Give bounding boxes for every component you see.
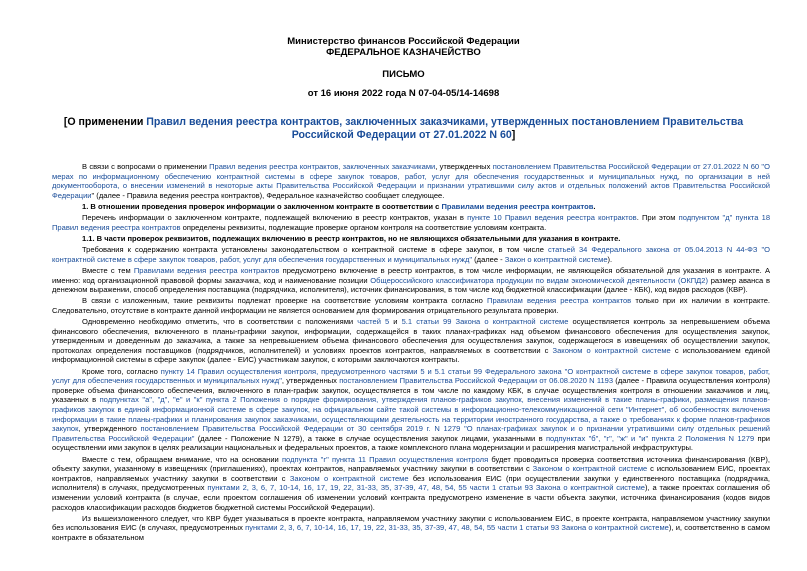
paragraph-text: Вместе с тем, обращаем внимание, что на основании [82,454,282,464]
document-link[interactable]: Законом о контрактной системе [552,345,671,355]
document-link[interactable]: подпунктах "а", "д", "е" и "к" пункта 2 Положения о порядке формирования, утверждения планов-графиков закупок, внесения изменений в такие планы-графики, размещения планов-графиков закупок в единой информационной системе в сфере закупок, на официальном сайте такой системы в информационно-телекоммуникационной сети "Интернет", об особенностях включения информации в такие планы-графики и планирования закупок заказчиками, осуществляющими деятельность на территории иностранного государства, а также о требованиях к форме планов-графиков закупок [52,395,770,434]
document-type: ПИСЬМО [382,69,425,80]
paragraph-text: 1.1. В части проверок реквизитов, подлежащих включению в реестр контрактов, но не являющихся обязательными для указания в контракте. [82,233,621,243]
document-link[interactable]: пункту 14 Правил осуществления контроля, предусмотренного частями 5 и 5.1 статьи 99 Федерального закона "О контрактной системе в сфере закупок товаров, работ, услуг для обеспечения государственных и муниципальных нужд" [52,366,770,386]
document-link[interactable]: статьей 34 Федерального закона от 05.04.2013 N 44-ФЗ "О контрактной системе в сфере закупок товаров, работ, услуг для обеспечения государственных и муниципальных нужд" [52,245,770,264]
paragraph-text: и [389,317,402,327]
paragraph-text: с использованием ЕИС, проектах контрактов, направляемых участнику закупки в соответствии с [52,464,771,483]
document-link[interactable]: Общероссийского классификатора продукции по видам экономической деятельности (ОКПД2) [370,275,708,285]
paragraph-text: Требования к содержанию контракта установлены законодательством о контрактной системе в сфере закупок, в том числе [82,245,548,255]
paragraph-text: только при их наличии в контракте. Следовательно, отсутствие в контракте данной информации не является основанием для формирования отрицательного результата проверки. [52,296,771,315]
document-link[interactable]: подпунктах "б", "г", "ж" и "и" пункта 2 Положения N 1279 [545,433,755,443]
document-link[interactable]: Правилами ведения реестра контрактов [441,201,594,211]
paragraph-text: В связи с изложенным, такие реквизиты подлежат проверке на соответствие условиям контракта согласно [82,296,488,306]
document-link[interactable]: Законом о контрактной системе [532,464,648,474]
paragraph-text: определены реквизиты, подлежащие проверке органом контроля на соответствие условиям контракта. [180,222,547,232]
document-link[interactable]: постановлением Правительства Российской Федерации от 06.08.2020 N 1193 [339,376,614,386]
paragraph [52,245,770,264]
paragraph-text: размер аванса в денежном выражении, способ определения поставщика (подрядчика, исполнителя), источник финансирования, в том числе код бюджетной классификации (далее - КБК), код видов расходов (КВР). [52,275,770,295]
paragraph [52,213,770,232]
document-link[interactable]: постановлением Правительства Российской Федерации от 27.01.2022 N 60 "О мерах по информационному обеспечению контрактной системы в сфере закупок товаров, работ, услуг для обеспечения государственных и муниципальных нужд, по организации в ней документооборота, о внесении изменений в некоторые акты Правительства Российской Федерации и признании утратившими силу актов и отдельных положений актов Правительства Российской Федерации [52,162,770,200]
paragraph [52,266,770,295]
paragraph-text: ), и, соответственно в самом контракте в обязательном [52,523,770,542]
subsection-heading [52,234,770,244]
paragraph-text: (далее - [472,254,505,264]
paragraph-text: , утвержденного [78,424,141,434]
paragraph-text: с использованием единой информационной системы в сфере закупок (далее - ЕИС) участникам закупок, с которыми заключаются контракты. [52,345,770,365]
title-link[interactable]: Правил ведения реестра контрактов, заключенных заказчиками, утвержденных постановлением Правительства Российской Федерации от 27.01.2022 N 60 [146,116,744,141]
paragraph-text: Из вышеизложенного следует, что КВР будет указываться в проекте контракта, направляемом участнику закупки с использованием ЕИС, в проекте контракта, направляемом участнику закупки без использования ЕИС (в случаях, предусмотренных [52,513,770,533]
paragraph-text: ), а также проектах соглашения об изменении условий контракта (в случае, если проектом соглашения об изменении условий контракта предусмотрено изменение в части объекта закупки, источника финансирования (кодов видов расходов классификации расходов бюджетов бюджетной системы Российской Федерации). [52,483,770,512]
document-link[interactable]: пунктами 2, 3, 6, 7, 10-14, 16, 17, 19, 22, 31-33, 35, 37-39, 47, 48, 54, 55 части 1 статьи 93 Закона о контрактной системе [245,523,669,533]
document-link[interactable]: пункте 10 Правил ведения реестра контрактов [467,213,637,223]
paragraph-text: Перечень информации о заключенном контракте, подлежащей включению в реестр контрактов, указан в [82,213,468,223]
paragraph-text: без использования ЕИС (при осуществлении закупки у единственного поставщика (подрядчика, исполнителя) в случаях, предусмотренных [52,473,771,493]
paragraph [52,514,770,543]
paragraph [52,455,770,513]
paragraph-text: при осуществлении ими закупок в целях реализации национальных и федеральных проектов, а также комплексного плана модернизации и расширения магистральной инфраструктуры. [52,433,770,453]
document-link[interactable]: постановлением Правительства Российской Федерации от 30 сентября 2019 г. N 1279 "О планах-графиках закупок и о признании утратившими силу отдельных решений Правительства Российской Федерации" [52,424,770,443]
paragraph-text: . При этом [636,213,679,223]
paragraph-text: . [593,201,596,211]
paragraph-text: " (далее - Правила ведения реестра контрактов), Федеральное казначейство сообщает следующее. [91,190,445,200]
paragraph-text: ). [607,254,613,264]
paragraph-text: осуществляется контроль за непревышением объема финансового обеспечения, включенного в планы-графики закупок, информации, содержащейся в таких планах-графиках над объемом финансового обеспечения для осуществления закупок, утвержденным и доведенным до заказчика, а также за непревышением объема финансового обеспечения для осуществления закупок, содержащегося в извещениях об осуществлении закупок, протоколах определения поставщиков (подрядчиков, исполнителей) и условиях проектов контрактов, направляемых в соответствии с [52,317,770,355]
agency-name: ФЕДЕРАЛЬНОЕ КАЗНАЧЕЙСТВО [326,47,481,58]
title-open: [О применении [63,116,147,128]
paragraph-text: 1. В отношении проведения проверок информации о заключенном контракте в соответствии с [82,201,442,211]
paragraph-text: , утвержденных [435,162,493,171]
document-number: от 16 июня 2022 года N 07-04-05/14-14698 [307,88,500,99]
document-link[interactable]: подпункта "г" пункта 11 Правил осуществления контроля [281,454,489,464]
paragraph [52,317,770,365]
document-link[interactable]: частей 5 [357,317,390,327]
document-link[interactable]: Правилам ведения реестра контрактов [487,296,632,306]
title-close: ] [511,129,516,141]
document-link[interactable]: Закон о контрактной системе [504,254,608,264]
document-link[interactable]: подпунктом "д" пункта 18 Правил ведения реестра контрактов [52,213,771,232]
document-link[interactable]: Правил ведения реестра контрактов, заключенных заказчиками [209,162,436,171]
document-link[interactable]: 5.1 статьи 99 Закона о контрактной системе [401,317,569,327]
paragraph-text: (далее - Положение N 1279), а также в случае осуществления закупок лицами, указанными в [194,433,546,443]
paragraph-text: Вместе с тем [82,265,134,275]
paragraph-text: В связи с вопросами о применении [82,162,210,171]
document-link[interactable]: Законом о контрактной системе [289,473,409,483]
document-link[interactable]: Правилами ведения реестра контрактов [133,265,280,275]
document-title [40,116,767,142]
paragraph [52,162,770,200]
document-body [52,162,770,544]
paragraph [52,296,770,315]
ministry-name: Министерство финансов Российской Федерации [287,36,520,47]
paragraph-text: Кроме того, согласно [82,366,161,376]
paragraph-text: предусмотрено включение в реестр контрактов, в том числе информации, не являющейся обязательной для указания в контракте. А именно: код организационной правовой формы заказчика, код и наименование позиции [52,265,771,285]
document-link[interactable]: пунктами 2, 3, 6, 7, 10-14, 16, 17, 19, 22, 31-33, 35, 37-39, 47, 48, 54, 55 части 1 статьи 93 Закона о контрактной системе [207,483,646,493]
paragraph-text: Одновременно необходимо отметить, что в соответствии с положениями [82,317,358,327]
section-heading [52,202,770,212]
paragraph-text: , утвержденных [281,376,340,386]
paragraph [52,367,770,453]
paragraph-text: (далее - Правила осуществления контроля) проверке объема финансового обеспечения, включенного в план-график закупок, осуществляется в том числе по каждому КБК, в случае осуществления контроля в отношении заказчиков и лиц, указанных в [52,376,770,405]
paragraph-text: будет проводиться проверка соответствия источника финансирования (КВР), объекту закупки, указанному в извещениях (приглашениях), проектах контрактов, направляемых участнику закупки в соответствии с [52,454,771,474]
